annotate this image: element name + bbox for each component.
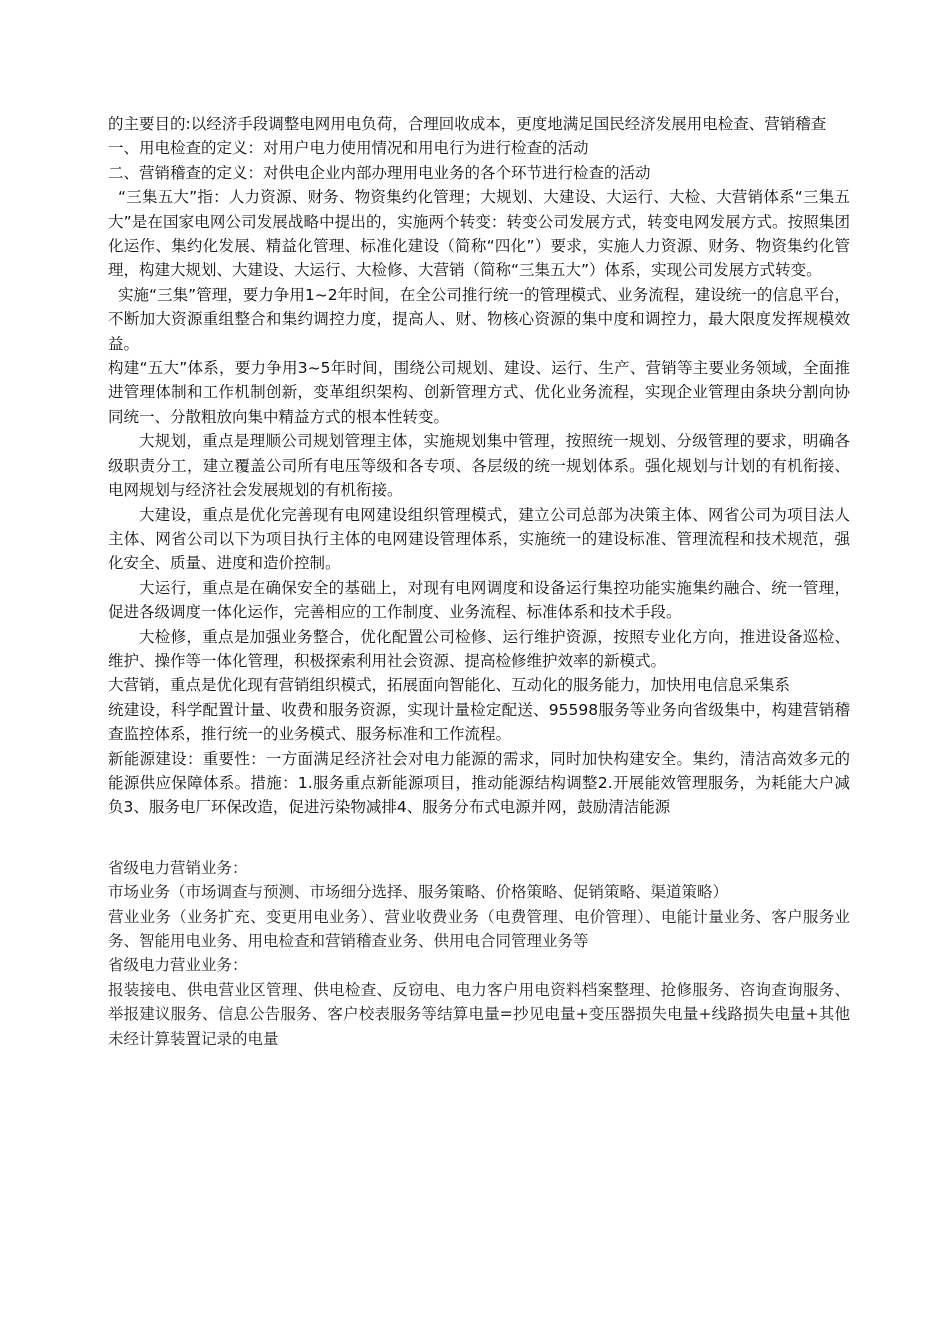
paragraph-service-business: 报装接电、供电营业区管理、供电检查、反窃电、电力客户用电资料档案整理、抢修服务、咨询查询服务、举报建议服务、信息公告服务、客户校表服务等结算电量=抄见电量+变压器损失电量+线路损失电量+其他未经计算装置记录的电量 (108, 980, 850, 1048)
paragraph-marketing-continued: 统建设，科学配置计量、收费和服务资源，实现计量检定配送、95598服务等业务向省级集中，构建营销稽查监控体系，推行统一的业务模式、服务标准和工作流程。 (108, 700, 850, 744)
paragraph-construction: 大建设，重点是优化完善现有电网建设组织管理模式，建立公司总部为决策主体、网省公司为项目法人主体、网省公司以下为项目执行主体的电网建设管理体系，实施统一的建设标准、管理流程和技术规范，强化安全、质量、进度和造价控制。 (108, 505, 850, 573)
paragraph-sales-business: 营业业务（业务扩充、变更用电业务）、营业收费业务（电费管理、电价管理）、电能计量业务、客户服务业务、智能用电业务、用电检查和营销稽查业务、供用电合同管理业务等 (108, 907, 850, 950)
heading-service-business: 省级电力营业业务： (108, 956, 248, 975)
paragraph-inspection-definition: 一、用电检查的定义：对用户电力使用情况和用电行为进行检查的活动 (108, 139, 589, 158)
paragraph-audit-definition: 二、营销稽查的定义：对供电企业内部办理用电业务的各个环节进行检查的活动 (108, 163, 651, 182)
paragraph-maintenance: 大检修，重点是加强业务整合，优化配置公司检修、运行维护资源，按照专业化方向，推进设备巡检、维护、操作等一体化管理，积极探索利用社会资源、提高检修维护效率的新模式。 (108, 627, 850, 670)
section-gap (108, 820, 850, 856)
paragraph-new-energy: 新能源建设：重要性：一方面满足经济社会对电力能源的需求，同时加快构建安全。集约，清洁高效多元的能源供应保障体系。措施：1.服务重点新能源项目，推动能源结构调整2.开展能效管理服务，为耗能大户减负3、服务电厂环保改造，促进污染物减排4、服务分布式电源并网，鼓励清洁能源 (108, 749, 850, 817)
paragraph-wuda-system: 构建“五大”体系，要力争用3~5年时间，围绕公司规划、建设、运行、生产、营销等主要业务领域，全面推进管理体制和工作机制创新，变革组织架构、创新管理方式、优化业务流程，实现企业管理由条块分割向协同统一、分散粗放向集中精益方式的根本性转变。 (108, 359, 850, 426)
paragraph-market-business: 市场业务（市场调查与预测、市场细分选择、服务策略、价格策略、促销策略、渠道策略） (108, 883, 729, 902)
paragraph-operation: 大运行，重点是在确保安全的基础上，对现有电网调度和设备运行集控功能实施集约融合、统一管理，促进各级调度一体化运作，完善相应的工作制度、业务流程、标准体系和技术手段。 (108, 578, 850, 622)
paragraph-sanji-management: 实施“三集”管理，要力争用1~2年时间，在全公司推行统一的管理模式、业务流程，建设统一的信息平台，不断加大资源重组整合和集约调控力度，提高人、财、物核心资源的集中度和调控力，最大限度发挥规模效益。 (108, 285, 850, 353)
paragraph-planning: 大规划，重点是理顺公司规划管理主体，实施规划集中管理，按照统一规划、分级管理的要求，明确各级职责分工，建立覆盖公司所有电压等级和各专项、各层级的统一规划体系。强化规划与计划的有机衔接、电网规划与经济社会发展规划的有机衔接。 (108, 432, 850, 500)
paragraph-purpose: 的主要目的:以经济手段调整电网用电负荷，合理回收成本，更度地满足国民经济发展用电检查、营销稽查 (108, 115, 827, 133)
paragraph-marketing: 大营销，重点是优化现有营销组织模式，拓展面向智能化、互动化的服务能力，加快用电信息采集系 (108, 676, 791, 695)
heading-marketing-business: 省级电力营销业务： (108, 858, 248, 877)
paragraph-sanji-wuda: “三集五大”指：人力资源、财务、物资集约化管理；大规划、大建设、大运行、大检、大营销体系“三集五大”是在国家电网公司发展战略中提出的，实施两个转变：转变公司发展方式，转变电网发展方式。按照集团化运作、集约化发展、精益化管理、标准化建设（简称“四化”）要求，实施人力资源、财务、物资集约化管理，构建大规划、大建设、大运行、大检修、大营销（简称“三集五大”）体系，实现公司发展方式转变。 (108, 188, 850, 280)
document-body (108, 112, 850, 1051)
